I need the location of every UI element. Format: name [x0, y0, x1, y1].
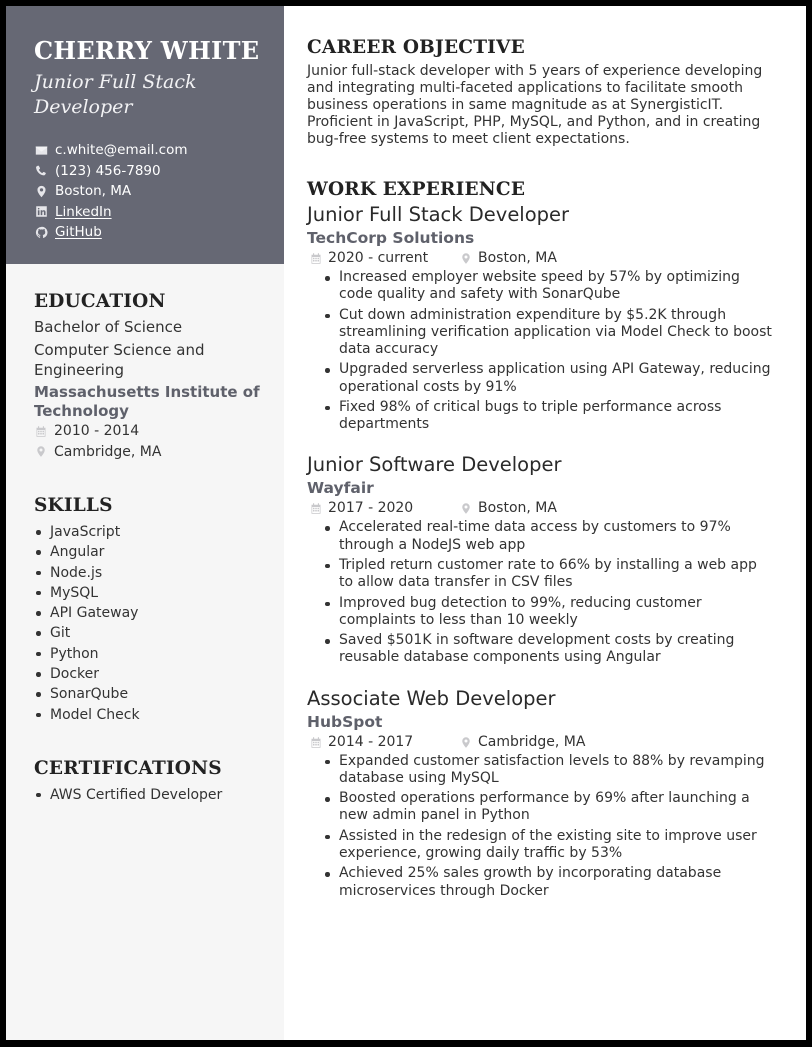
job-bullet: Improved bug detection to 99%, reducing customer complaints to less than 10 weekly — [323, 595, 773, 629]
github-icon — [34, 225, 49, 239]
map-pin-icon — [459, 502, 473, 516]
education-degree: Bachelor of Science — [34, 318, 183, 336]
certifications-list — [34, 785, 264, 805]
map-pin-icon — [459, 735, 473, 749]
job-meta — [309, 248, 787, 269]
contact-list — [34, 140, 264, 243]
job-meta — [309, 498, 787, 519]
resume-page — [6, 6, 806, 1040]
job-dates-text: 2017 - 2020 — [328, 500, 414, 517]
job-bullet: Cut down administration expenditure by $5.2K through streamlining verification application via Model Check to boost data accuracy — [323, 307, 773, 359]
skill-item: Angular — [34, 542, 264, 562]
job-company: HubSpot — [307, 712, 383, 731]
job-bullet: Increased employer website speed by 57% by optimizing code quality and safety with SonarQube — [323, 269, 773, 303]
job-title: Associate Web Developer — [307, 686, 556, 710]
job-bullet: Expanded customer satisfaction levels to 88% by revamping database using MySQL — [323, 753, 773, 787]
job-bullet: Assisted in the redesign of the existing site to improve user experience, growing daily traffic by 53% — [323, 828, 773, 862]
linkedin-link[interactable]: LinkedIn — [55, 203, 112, 220]
education-dates — [34, 421, 264, 442]
location-text: Boston, MA — [55, 183, 132, 199]
phone-icon — [34, 164, 49, 178]
linkedin-icon — [34, 205, 49, 219]
education-dates-text: 2010 - 2014 — [54, 423, 140, 439]
main-column — [284, 6, 807, 1040]
job-bullet: Achieved 25% sales growth by incorporating database microservices through Docker — [323, 865, 773, 899]
work-experience-section — [307, 178, 787, 900]
job-location-text: Boston, MA — [478, 250, 557, 266]
skill-item: Docker — [34, 664, 264, 684]
job-title: Junior Software Developer — [307, 453, 562, 477]
job-dates-text: 2014 - 2017 — [328, 733, 414, 750]
calendar-icon — [34, 424, 48, 438]
work-heading: WORK EXPERIENCE — [307, 179, 526, 200]
contact-location — [34, 181, 264, 202]
job-location — [459, 732, 585, 753]
job-dates-text: 2020 - current — [328, 250, 429, 266]
job-dates — [309, 732, 459, 753]
calendar-icon — [309, 502, 323, 516]
skill-item: API Gateway — [34, 603, 264, 623]
map-pin-icon — [459, 252, 473, 266]
certifications-heading: CERTIFICATIONS — [34, 757, 222, 779]
skill-item: Model Check — [34, 705, 264, 725]
job-location-text: Boston, MA — [478, 500, 557, 517]
skills-section — [6, 494, 284, 725]
map-pin-icon — [34, 184, 49, 198]
job-entry — [307, 202, 787, 433]
education-school: Massachusetts Institute of Technology — [34, 383, 260, 420]
skill-item: Git — [34, 623, 264, 643]
job-bullet: Tripled return customer rate to 66% by installing a web app to allow data transfer in CSV files — [323, 557, 773, 591]
skill-item: MySQL — [34, 583, 264, 603]
github-link[interactable]: GitHub — [55, 224, 102, 240]
job-entry — [307, 452, 787, 666]
education-heading: EDUCATION — [34, 291, 166, 312]
phone-text: (123) 456-7890 — [55, 162, 161, 179]
skill-item: Python — [34, 644, 264, 664]
job-title: Junior Full Stack Developer — [307, 203, 570, 226]
objective-section — [307, 36, 787, 148]
contact-phone — [34, 161, 264, 182]
job-entry — [307, 686, 787, 900]
skill-item: SonarQube — [34, 684, 264, 704]
job-location — [459, 248, 557, 269]
job-bullets — [323, 269, 787, 433]
job-bullet: Boosted operations performance by 69% after launching a new admin panel in Python — [323, 790, 773, 824]
sidebar — [6, 6, 284, 1040]
contact-github — [34, 222, 264, 243]
job-location — [459, 498, 557, 519]
skills-heading: SKILLS — [34, 495, 113, 516]
contact-linkedin — [34, 202, 264, 223]
job-location-text: Cambridge, MA — [478, 733, 586, 750]
education-location — [34, 442, 264, 463]
candidate-title: Junior Full Stack Developer — [34, 71, 197, 118]
envelope-icon — [34, 143, 49, 157]
job-bullet: Accelerated real-time data access by customers to 97% through a NodeJS web app — [323, 519, 773, 553]
education-location-text: Cambridge, MA — [54, 443, 162, 460]
job-bullet: Upgraded serverless application using API Gateway, reducing operational costs by 91% — [323, 361, 773, 395]
candidate-name: CHERRY WHITE — [34, 36, 260, 65]
job-meta — [309, 732, 787, 753]
objective-heading: CAREER OBJECTIVE — [307, 37, 525, 58]
job-bullets — [323, 519, 787, 666]
skills-list — [34, 522, 264, 725]
certifications-section — [6, 757, 284, 805]
certification-item: AWS Certified Developer — [34, 785, 264, 805]
email-text: c.white@email.com — [55, 142, 188, 158]
calendar-icon — [309, 735, 323, 749]
objective-text: Junior full-stack developer with 5 years of experience developing and integrating multi-faceted applications to facilitate smooth business operations in same magnitude as at SynergisticIT. Proficient in JavaScript, PHP, MySQL, and Python, and in creating bug-free systems to meet client expectations. — [307, 63, 763, 147]
contact-email — [34, 140, 264, 161]
education-field: Computer Science and Engineering — [34, 341, 205, 379]
skill-item: JavaScript — [34, 522, 264, 542]
job-bullets — [323, 753, 787, 900]
job-company: Wayfair — [307, 479, 374, 498]
education-section — [6, 290, 284, 462]
map-pin-icon — [34, 445, 48, 459]
job-dates — [309, 248, 459, 269]
job-bullet: Saved $501K in software development costs by creating reusable database components using Angular — [323, 632, 773, 666]
job-bullet: Fixed 98% of critical bugs to triple performance across departments — [323, 399, 773, 433]
job-dates — [309, 498, 459, 519]
job-company: TechCorp Solutions — [307, 229, 475, 247]
calendar-icon — [309, 252, 323, 266]
header-box — [6, 6, 284, 264]
skill-item: Node.js — [34, 563, 264, 583]
